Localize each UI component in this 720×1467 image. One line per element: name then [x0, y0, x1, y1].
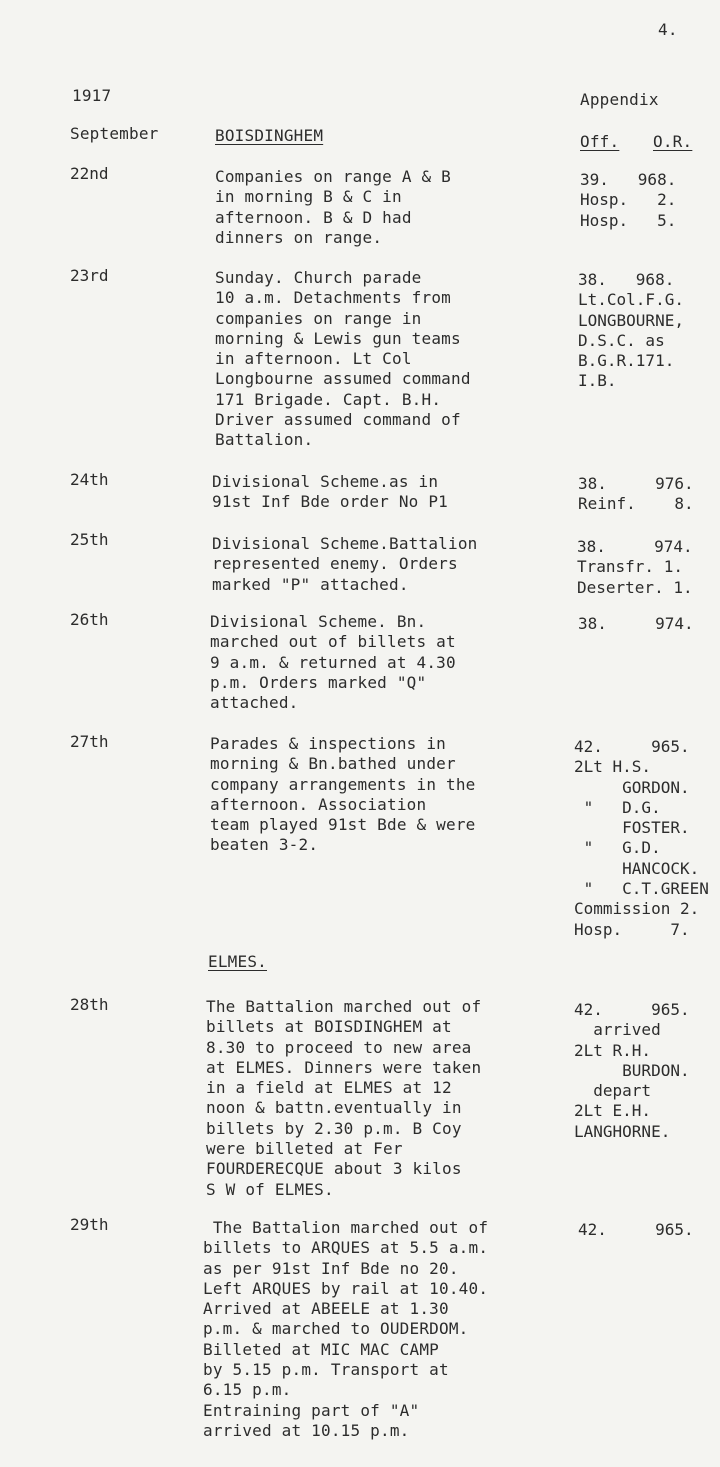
- entry-text: Sunday. Church parade 10 a.m. Detachments from companies on range in morning & Lewis gun teams in afternoon. Lt Col Longbourne assumed command 171 Brigade. Capt. B.H. Driver assumed command of Battalion.: [215, 268, 471, 450]
- entry-text: The Battalion marched out of billets to ARQUES at 5.5 a.m. as per 91st Inf Bde no 20. Left ARQUES by rail at 10.40. Arrived at ABEELE at 1.30 p.m. & marched to OUDERDOM. Billeted at MIC MAC CAMP by 5.15 p.m. Transport at 6.15 p.m. Entraining part of "A" arrived at 10.15 p.m.: [203, 1218, 489, 1440]
- month-label: September: [70, 124, 159, 143]
- entry-date: 26th: [70, 610, 109, 629]
- entry-date: 22nd: [70, 164, 109, 183]
- year: 1917: [72, 86, 112, 105]
- page-number: 4.: [658, 20, 678, 39]
- entry-text: Divisional Scheme.as in 91st Inf Bde order No P1: [212, 472, 448, 512]
- entry-text: The Battalion marched out of billets at BOISDINGHEM at 8.30 to proceed to new area at ELMES. Dinners were taken in a field at ELMES at 12 noon & battn.eventually in billets by 2.30 p.m. B Coy were billeted at Fer FOURDERECQUE about 3 kilos S W of ELMES.: [206, 997, 482, 1199]
- entry-appendix: 38. 974.: [578, 614, 694, 633]
- entry-text: Companies on range A & B in morning B & C in afternoon. B & D had dinners on range.: [215, 167, 451, 247]
- entry-date: 24th: [70, 470, 109, 489]
- entry-appendix: 38. 968. Lt.Col.F.G. LONGBOURNE, D.S.C. as B.G.R.171. I.B.: [578, 270, 684, 391]
- column-header-other-ranks: O.R.: [653, 132, 693, 151]
- entry-date: 25th: [70, 530, 109, 549]
- entry-date: 27th: [70, 732, 109, 751]
- entry-appendix: 42. 965. 2Lt H.S. GORDON. " D.G. FOSTER. " G.D. HANCOCK. " C.T.GREEN Commission 2. Hosp. 7.: [574, 737, 709, 939]
- entry-text: Parades & inspections in morning & Bn.bathed under company arrangements in the afternoon. Association team played 91st Bde & were beaten 3-2.: [210, 734, 476, 855]
- entry-date: 29th: [70, 1215, 109, 1234]
- entry-date: 23rd: [70, 266, 109, 285]
- entry-appendix: 38. 976. Reinf. 8.: [578, 474, 694, 514]
- place-heading-boisdinghem: BOISDINGHEM: [215, 126, 324, 145]
- place-heading-elmes: ELMES.: [208, 952, 267, 971]
- entry-appendix: 38. 974. Transfr. 1. Deserter. 1.: [577, 537, 693, 597]
- entry-text: Divisional Scheme.Battalion represented enemy. Orders marked "P" attached.: [212, 534, 478, 594]
- entry-appendix: 42. 965.: [578, 1220, 694, 1239]
- appendix-heading: Appendix: [580, 90, 659, 109]
- entry-text: Divisional Scheme. Bn. marched out of billets at 9 a.m. & returned at 4.30 p.m. Orders marked "Q" attached.: [210, 612, 456, 713]
- column-header-officers: Off.: [580, 132, 620, 151]
- entry-date: 28th: [70, 995, 109, 1014]
- entry-appendix: 42. 965. arrived 2Lt R.H. BURDON. depart 2Lt E.H. LANGHORNE.: [574, 1000, 690, 1141]
- entry-appendix: 39. 968. Hosp. 2. Hosp. 5.: [580, 170, 677, 230]
